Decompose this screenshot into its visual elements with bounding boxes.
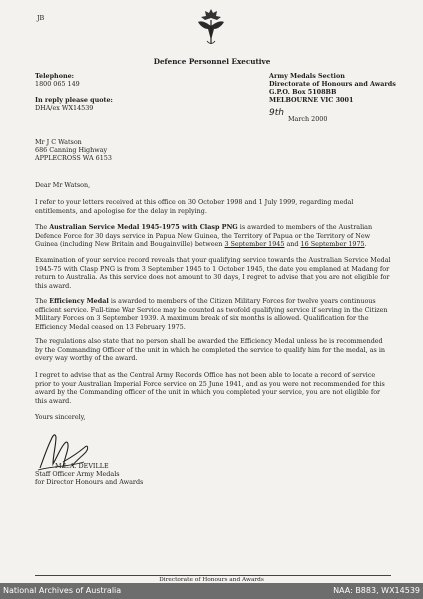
paragraph-1: I refer to your letters received at this office on 30 October 1998 and 1 July 1999, regarding medal entitlements, and apologise for the delay in replying. — [35, 198, 354, 215]
asm-medal-name: Australian Service Medal 1945-1975 with Clasp PNG — [49, 223, 238, 231]
recipient-street: 686 Canning Highway — [35, 146, 108, 154]
paragraph-4 — [35, 297, 391, 331]
org-title: Defence Personnel Executive — [153, 57, 271, 66]
footer-directorate: Directorate of Honours and Awards — [159, 577, 264, 583]
p2-end: . — [364, 240, 367, 248]
p2-and: and — [284, 240, 301, 248]
paragraph-2 — [35, 223, 391, 249]
reply-label: In reply please quote: — [35, 96, 113, 104]
p4-pre: The — [35, 297, 50, 305]
defence-crest-icon — [197, 8, 225, 48]
reference-number: DHA/ex WX14539 — [35, 104, 94, 112]
p2-date-end: 16 September 1975 — [300, 240, 365, 248]
archive-name: National Archives of Australia — [3, 586, 122, 595]
signatory-for: for Director Honours and Awards — [35, 478, 144, 486]
paragraph-6: I regret to advise that as the Central Army Records Office has not been able to locate a record of service prior to your Australian Imperial Force service on 25 June 1941, and as you were not recommended for this award by the Commanding officer of the unit in which you completed your service, you are not eligible for this award. — [35, 371, 385, 405]
recipient-suburb: APPLECROSS WA 6153 — [35, 154, 112, 162]
signatory-name: M.L.A. DEVILLE — [55, 462, 109, 470]
telephone-label: Telephone: — [35, 72, 75, 80]
closing: Yours sincerely, — [35, 413, 86, 421]
sender-section: Army Medals Section — [269, 72, 345, 80]
signatory-title: Staff Officer Army Medals — [35, 470, 120, 478]
telephone-number: 1800 065 149 — [35, 80, 80, 88]
sender-directorate: Directorate of Honours and Awards — [269, 80, 396, 88]
date-day-handwritten: 9th — [269, 108, 284, 118]
efficiency-medal-name: Efficiency Medal — [49, 297, 109, 305]
sender-city: MELBOURNE VIC 3001 — [269, 96, 354, 104]
recipient-name: Mr J C Watson — [35, 138, 82, 146]
initials: JB — [37, 14, 45, 22]
archive-citation: NAA: B883, WX14539 — [333, 586, 420, 595]
p2-date-start: 3 September 1945 — [224, 240, 285, 248]
p2-pre: The — [35, 223, 50, 231]
p2-mid: is awarded to members of the Australian Defence Force for 30 days service in Papua New Guinea, the Territory of Papua or the Territory of New Guinea (including New Britain and Bougainville) between — [35, 223, 373, 248]
sender-box: G.P.O. Box 5108BB — [269, 88, 337, 96]
salutation: Dear Mr Watson, — [35, 181, 91, 189]
p4-rest: is awarded to members of the Citizen Military Forces for twelve years continuous efficient service. Full-time War Service may be counted as twofold qualifying service if serving in the Citizen Military Forces on 3 September 1939. A maximum break of six months is allowed. Qualification for the Efficiency Medal ceased on 13 February 1975. — [35, 297, 388, 331]
paragraph-3: Examination of your service record reveals that your qualifying service towards the Australian Service Medal 1945-75 with Clasp PNG is from 3 September 1945 to 1 October 1945, the date you emplaned at Madang for return to Australia. As this service does not amount to 30 days, I regret to advise that you are not eligible for this award. — [35, 256, 391, 290]
date-month-year: March 2000 — [288, 115, 328, 123]
paragraph-5: The regulations also state that no person shall be awarded the Efficiency Medal unless he is recommended by the Commanding Officer of the unit in which he completed the service to qualify him for the medal, as in every way worthy of the award. — [35, 337, 386, 362]
footer-rule — [35, 575, 391, 576]
